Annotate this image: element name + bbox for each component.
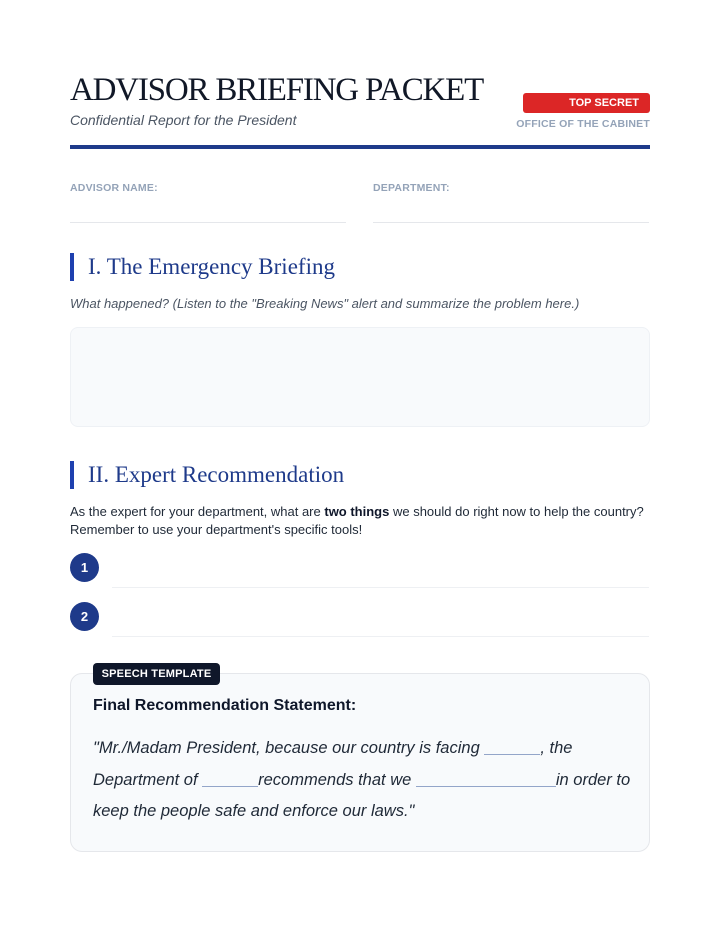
recommendation-1-field[interactable] [112, 587, 649, 588]
department-field[interactable] [373, 222, 649, 223]
top-secret-badge: TOP SECRET [523, 93, 650, 113]
speech-line-1-text: "Mr./Madam President, because our country is facing [93, 739, 485, 757]
section1-accent-bar [70, 253, 74, 281]
section2-title: II. Expert Recommendation [88, 462, 345, 487]
instructions-text-end: we should do right now to help the country? Remember to use your department's specific tools! [70, 504, 644, 537]
speech-blank-action[interactable] [416, 772, 556, 787]
department-label: DEPARTMENT: [373, 182, 450, 194]
section1-title: I. The Emergency Briefing [88, 254, 335, 279]
emergency-summary-textarea[interactable] [70, 327, 650, 427]
page-subtitle: Confidential Report for the President [70, 112, 297, 128]
speech-blank-department[interactable] [202, 772, 258, 787]
advisor-name-label: ADVISOR NAME: [70, 182, 158, 194]
advisor-name-field[interactable] [70, 222, 346, 223]
speech-line-3: keep the people safe and enforce our laws." [93, 802, 415, 820]
section2-instructions [70, 503, 650, 539]
speech-blank-problem[interactable] [484, 740, 540, 755]
instructions-text-start: As the expert for your department, what are [70, 504, 325, 519]
recommendation-2-field[interactable] [112, 636, 649, 637]
speech-line-1 [93, 739, 572, 758]
speech-heading: Final Recommendation Statement: [93, 697, 357, 714]
speech-line-2 [93, 771, 630, 790]
speech-line-1-end: , the [540, 739, 573, 757]
header [70, 70, 650, 150]
office-label: OFFICE OF THE CABINET [516, 118, 650, 130]
header-divider [70, 145, 650, 149]
speech-line-2-middle: recommends that we [258, 771, 416, 789]
speech-template-tag: SPEECH TEMPLATE [93, 663, 220, 685]
speech-line-2-end: in order to [555, 771, 631, 789]
section2-accent-bar [70, 461, 74, 489]
speech-line-2-text: Department of [93, 771, 203, 789]
section1-prompt: What happened? (Listen to the "Breaking News" alert and summarize the problem here.) [70, 296, 580, 311]
page-title: ADVISOR BRIEFING PACKET [70, 72, 484, 108]
instructions-emphasis: two things [324, 504, 390, 519]
recommendation-number-2: 2 [70, 602, 99, 631]
recommendation-number-1: 1 [70, 553, 99, 582]
